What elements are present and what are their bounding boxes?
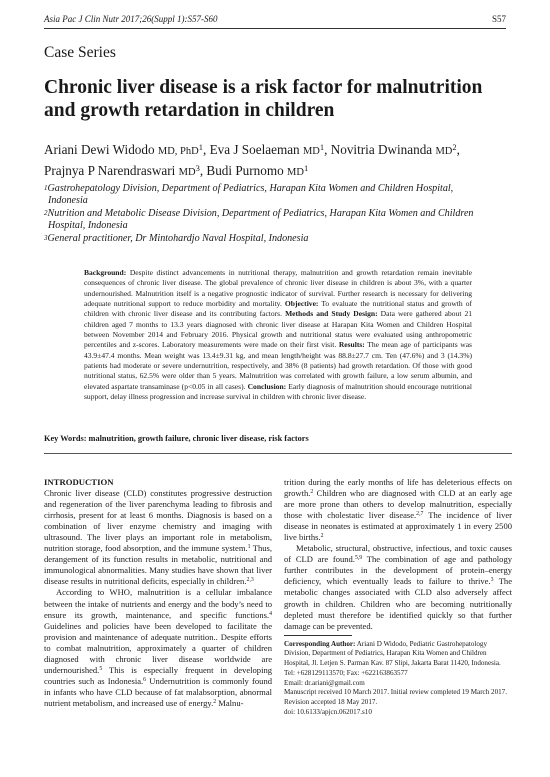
paragraph-text: trition during the early months of life has deleterious effects on growth. (284, 477, 512, 499)
paragraph-text: The metabolic changes associated with CLD also adversely affect growth in children. Children who are becoming nutritionally depleted must therefore be identified quickly so that further damage can be prevented. (284, 576, 512, 631)
author-separator: , (456, 142, 460, 157)
affiliation-item (44, 208, 512, 233)
affiliation-item (44, 233, 512, 245)
reference-mark: 4 (269, 610, 272, 617)
header-rule (44, 28, 506, 29)
abstract-objective-label: Objective: (284, 299, 319, 309)
author-degree: MD (435, 146, 453, 157)
paragraph-text: Guidelines and policies have been developed to facilitate the provision and maintenance of adequate nutrition.. Despite efforts to combat malnutrition, approximately a quarter of children diagnosed with chronic liver disease worldwide are undernourished. (44, 620, 272, 675)
author-degree: MD, PhD (157, 146, 199, 157)
article-type: Case Series (44, 44, 116, 61)
abstract-results-label: Results: (338, 340, 365, 350)
correspondence-label: Corresponding Author: (284, 639, 356, 648)
journal-citation: Asia Pac J Clin Nutr 2017;26(Suppl 1):S57-S60 (44, 14, 218, 24)
abstract-methods-label: Methods and Study Design: (285, 309, 378, 319)
author-affiliation-mark: 1 (303, 163, 309, 173)
affiliation-text-continued: Indonesia (48, 195, 88, 207)
author-name: Ariani Dewi Widodo (44, 142, 155, 157)
paragraph-text: Metabolic, structural, obstructive, infectious, and toxic causes of CLD are found. (284, 543, 512, 565)
paragraph-text: Children who are diagnosed with CLD at an early age are more prone than others to develop malnutrition, especially those with cholestatic liver disease. (284, 488, 512, 521)
author-separator: , (199, 163, 207, 178)
reference-mark: 5 (99, 665, 103, 672)
author-name: Budi Purnomo (206, 163, 284, 178)
body-column-left (44, 477, 272, 709)
abstract-methods: Data were gathered about 21 children aged 7 months to 13.3 years diagnosed with chronic liver disease at Harapan Kita Women and Children Hospital between November 2014 and February 2016. Physical growth and nutritional status were evaluated using anthropometric percentiles and z-scores. Laboratory measurements were made on their first visit. (84, 309, 473, 350)
keywords-rule (44, 453, 512, 454)
reference-mark: 2 (310, 489, 314, 496)
reference-mark: 2 (320, 533, 324, 540)
abstract-background-label: Background: (84, 268, 127, 277)
author-degree: MD (302, 146, 320, 157)
abstract-conclusion: Early diagnosis of malnutrition should encourage nutritional support, delay illness progression and increase survival in children with chronic liver disease. (84, 381, 472, 402)
keywords: Key Words: malnutrition, growth failure, chronic liver disease, risk factors (44, 434, 309, 443)
reference-mark: 2,3 (246, 577, 254, 584)
author-degree: MD (178, 167, 196, 178)
paragraph-text: Malnu- (216, 697, 244, 708)
author-affiliation-mark: 2 (452, 142, 457, 152)
paragraph-text: According to WHO, malnutrition is a cellular imbalance between the intake of nutrients and energy and the body’s need to ensure its growth, maintenance, and specific functions. (44, 587, 272, 620)
affiliation-number: 2 (44, 208, 48, 217)
author-list (44, 140, 514, 182)
affiliation-text: General practitioner, Dr Mintohardjo Naval Hospital, Indonesia (47, 232, 309, 244)
body-paragraph (44, 587, 272, 709)
correspondence-phone: Tel: +628129113570; Fax: +622163863577 (284, 668, 408, 677)
affiliation-number: 1 (44, 184, 48, 192)
affiliation-text: Nutrition and Metabolic Disease Division, Department of Pediatrics, Harapan Kita Women and Children (47, 207, 474, 219)
body-column-right (284, 477, 512, 718)
paragraph-text: The combination of age and pathology further contributes in the development of protein–energy deficiency, which eventually leads to failure to thrive. (284, 554, 513, 587)
affiliation-text-continued: Hospital, Indonesia (48, 220, 128, 232)
abstract-results: The mean age of participants was 43.9±47.4 months. Mean weight was 13.4±9.31 kg, and mean length/height was 88.8±27.7 cm. Ten (47.6%) and 3 (14.3%) patients had moderate or severe undernutrition, respectively, and 38% (8 patients) had growth retardation. Of those with good nutritional status, 62.5% were older than 5 years. Malnutrition was correlated with growth failure, a low serum albumin, and elevated aspartate transaminase (p<0.05 in all cases). (84, 340, 472, 391)
page-number: S57 (491, 14, 506, 24)
author-name: Novitria Dwinanda (330, 142, 433, 157)
author-separator: , (324, 142, 331, 157)
affiliation-item (44, 183, 512, 208)
paragraph-text: This is especially frequent in developing countries such as Indonesia. (44, 664, 272, 686)
paragraph-text: Undernutrition is commonly found in infants who have CLD because of fat malabsorption, abnormal nutrient metabolism, and increased use of energy. (44, 675, 272, 708)
article-title: Chronic liver disease is a risk factor for malnutrition and growth retardation in children (44, 77, 483, 121)
manuscript-history: Manuscript received 10 March 2017. Initial review completed 19 March 2017. Revision accepted 18 May 2017. (284, 688, 507, 707)
author-affiliation-mark: 3 (195, 163, 200, 173)
reference-mark: 2,7 (416, 511, 424, 518)
paragraph-text: The incidence of liver disease in neonates is estimated at approximately 1 in every 2500 live births. (284, 510, 512, 543)
author-affiliation-mark: 1 (198, 142, 203, 152)
reference-mark: 1 (247, 544, 251, 551)
correspondence-address: Ariani D Widodo, Pediatric Gastrohepatology Division, Department of Pediatrics, Harapan Kita Women and Children Hospital, Jl. Letjen S. Parman Kav. 87 Slipi, Jakarta Barat 11420, Indonesia. (284, 639, 501, 668)
abstract (84, 268, 472, 402)
author-affiliation-mark: 1 (319, 142, 325, 152)
author-separator: , (202, 142, 210, 157)
abstract-objective: To evaluate the nutritional status and growth of children with chronic liver disease and its contributing factors. (84, 299, 472, 319)
author-name: Eva J Soelaeman (209, 142, 300, 157)
affiliation-list (44, 183, 512, 245)
reference-mark: 2 (213, 698, 217, 705)
reference-mark: 6 (143, 676, 147, 683)
section-heading-introduction: INTRODUCTION (44, 477, 114, 487)
correspondence-email: Email: dr.ariani@gmail.com (284, 678, 365, 687)
body-paragraph (284, 543, 512, 631)
author-degree: MD (287, 167, 304, 178)
affiliation-text: Gastrohepatology Division, Department of Pediatrics, Harapan Kita Women and Children Hospital, (47, 183, 454, 194)
body-paragraph (284, 477, 512, 543)
abstract-background: Despite distinct advancements in nutritional therapy, malnutrition and growth retardation remain inevitable consequences of chronic liver disease. The global prevalence of chronic liver disease in children is about 3%, with a quarter undernourished. Malnutrition itself is a negative prognostic indicator of survival. Further research is necessary for delivering adequate nutritional support to reduce morbidity and mortality. (84, 268, 473, 309)
reference-mark: 3 (490, 577, 494, 584)
correspondence-block (284, 640, 512, 718)
paragraph-text: Chronic liver disease (CLD) constitutes progressive destruction and regeneration of the liver parenchyma leading to fibrosis and cirrhosis, present for at least 6 months. Diagnosis is based on a combination of liver enzyme chemistry and imaging with ultrasound. The liver plays an important role in metabolism, nutrition storage, food absorption, and the immune system. (44, 488, 272, 554)
reference-mark: 5,9 (354, 555, 363, 562)
paragraph-text: Thus, derangement of its function results in metabolic, nutritional and immunological abnormalities. Many studies have shown that liver disease results in nutritional deficits, especially in children. (44, 543, 272, 587)
body-paragraph (44, 488, 272, 587)
affiliation-number: 3 (44, 233, 48, 242)
doi: doi: 10.6133/apjcn.062017.s10 (284, 707, 372, 716)
correspondence-rule (284, 635, 352, 636)
running-head (44, 14, 506, 28)
abstract-conclusion-label: Conclusion: (247, 381, 287, 391)
author-name: Prajnya P Narendraswari (44, 163, 176, 178)
